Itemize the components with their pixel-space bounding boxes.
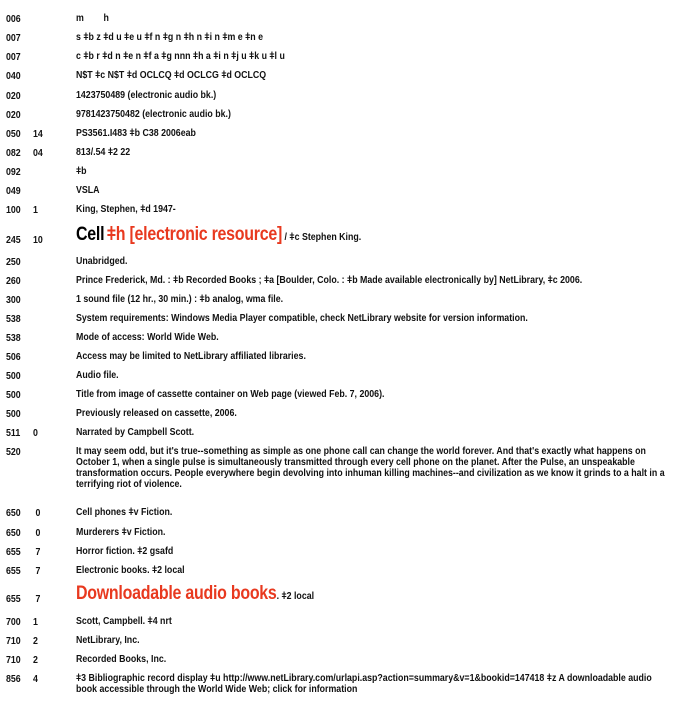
field-content: Title from image of cassette container on Web page (viewed Feb. 7, 2006). xyxy=(76,388,385,400)
field-content: N$T ǂc N$T ǂd OCLCQ ǂd OCLCG ǂd OCLCQ xyxy=(76,69,267,81)
field-indicators: 4 xyxy=(33,673,38,685)
field-tag: 700 xyxy=(6,616,21,628)
field-tag: 250 xyxy=(6,256,21,268)
field-content: Murderers ǂv Fiction. xyxy=(76,526,166,538)
field-content: NetLibrary, Inc. xyxy=(76,634,140,646)
field-content: Audio file. xyxy=(76,369,119,381)
field-tag: 092 xyxy=(6,166,21,178)
field-tag: 650 xyxy=(6,527,21,539)
field-indicators: 1 xyxy=(33,204,38,216)
field-tag: 710 xyxy=(6,635,21,647)
field-tag: 245 xyxy=(6,234,21,246)
field-tag: 655 xyxy=(6,565,21,577)
title-gmd: ǂh [electronic resource] xyxy=(106,224,283,245)
field-tag: 082 xyxy=(6,147,21,159)
field-tag: 500 xyxy=(6,370,21,382)
field-tag: 655 xyxy=(6,546,21,558)
field-content: VSLA xyxy=(76,184,100,196)
field-content: 1423750489 (electronic audio bk.) xyxy=(76,89,217,101)
field-indicators: 7 xyxy=(33,593,41,605)
field-indicators: 0 xyxy=(33,427,38,439)
field-indicators: 14 xyxy=(33,128,43,140)
field-indicators: 7 xyxy=(33,546,41,558)
field-tag: 300 xyxy=(6,294,21,306)
field-tag: 500 xyxy=(6,408,21,420)
field-content: Access may be limited to NetLibrary affiliated libraries. xyxy=(76,350,306,362)
field-content: ǂb xyxy=(76,165,87,177)
field-tag: 020 xyxy=(6,90,21,102)
title-main: Cell xyxy=(76,224,105,245)
field-tag: 040 xyxy=(6,70,21,82)
field-tag: 100 xyxy=(6,204,21,216)
field-content: c ǂb r ǂd n ǂe n ǂf a ǂg nnn ǂh a ǂi n ǂj u ǂk u ǂl u xyxy=(76,50,285,62)
field-content: 1 sound file (12 hr., 30 min.) : ǂb analog, wma file. xyxy=(76,293,284,305)
field-indicators: 10 xyxy=(33,234,43,246)
field-tag: 020 xyxy=(6,109,21,121)
field-content: Horror fiction. ǂ2 gsafd xyxy=(76,545,174,557)
field-content: 813/.54 ǂ2 22 xyxy=(76,146,131,158)
genre-source: . ǂ2 local xyxy=(276,590,315,602)
field-content: Mode of access: World Wide Web. xyxy=(76,331,219,343)
field-tag: 007 xyxy=(6,51,21,63)
field-content: Scott, Campbell. ǂ4 nrt xyxy=(76,615,172,627)
field-tag: 538 xyxy=(6,313,21,325)
field-tag: 538 xyxy=(6,332,21,344)
field-indicators: 7 xyxy=(33,565,41,577)
field-indicators: 0 xyxy=(33,507,41,519)
field-content xyxy=(76,583,675,607)
field-indicators: 2 xyxy=(33,654,38,666)
field-content: System requirements: Windows Media Player compatible, check NetLibrary website for version information. xyxy=(76,312,528,324)
field-content: Prince Frederick, Md. : ǂb Recorded Books ; ǂa [Boulder, Colo. : ǂb Made available electronically by] NetLibrary, ǂc 2006. xyxy=(76,274,583,286)
field-content: Previously released on cassette, 2006. xyxy=(76,407,237,419)
genre-highlight: Downloadable audio books xyxy=(76,583,277,604)
field-content: Narrated by Campbell Scott. xyxy=(76,426,195,438)
field-indicators: 04 xyxy=(33,147,43,159)
field-content: PS3561.I483 ǂb C38 2006eab xyxy=(76,127,196,139)
field-tag: 856 xyxy=(6,673,21,685)
field-content: 9781423750482 (electronic audio bk.) xyxy=(76,108,231,120)
title-statement: / ǂc Stephen King. xyxy=(282,231,362,243)
field-tag: 520 xyxy=(6,446,21,458)
field-tag: 650 xyxy=(6,507,21,519)
field-tag: 655 xyxy=(6,593,21,605)
field-indicators: 1 xyxy=(33,616,38,628)
field-tag: 511 xyxy=(6,427,21,439)
field-tag: 007 xyxy=(6,32,21,44)
field-tag: 506 xyxy=(6,351,21,363)
field-content: Recorded Books, Inc. xyxy=(76,653,167,665)
field-tag: 500 xyxy=(6,389,21,401)
field-tag: 050 xyxy=(6,128,21,140)
field-tag: 710 xyxy=(6,654,21,666)
field-content: Unabridged. xyxy=(76,255,128,267)
field-indicators: 0 xyxy=(33,527,41,539)
field-content: s ǂb z ǂd u ǂe u ǂf n ǂg n ǂh n ǂi n ǂm e ǂn e xyxy=(76,31,264,43)
field-tag: 006 xyxy=(6,13,21,25)
field-content: Cell phones ǂv Fiction. xyxy=(76,506,173,518)
field-content xyxy=(76,224,675,248)
field-content: It may seem odd, but it's true--something as simple as one phone call can change the world forever. And that's exactly what happens on October 1, when a single pulse is simultaneously transmitted through every cell phone on the planet. After the Pulse, an unspeakable transformation occurs. People everywhere begin devolving into inhuman killing machines--and civilization as we know it grinds to a halt in a terrifying riot of violence. xyxy=(76,445,665,490)
field-content: Electronic books. ǂ2 local xyxy=(76,564,185,576)
field-tag: 260 xyxy=(6,275,21,287)
field-indicators: 2 xyxy=(33,635,38,647)
field-content: King, Stephen, ǂd 1947- xyxy=(76,203,176,215)
field-tag: 049 xyxy=(6,185,21,197)
field-content: m h xyxy=(76,12,109,24)
field-content: ǂ3 Bibliographic record display ǂu http://www.netLibrary.com/urlapi.asp?action=summary&v=1&bookid=147418 ǂz A downloadable audio book accessible through the World Wide Web; click for information xyxy=(76,672,652,695)
